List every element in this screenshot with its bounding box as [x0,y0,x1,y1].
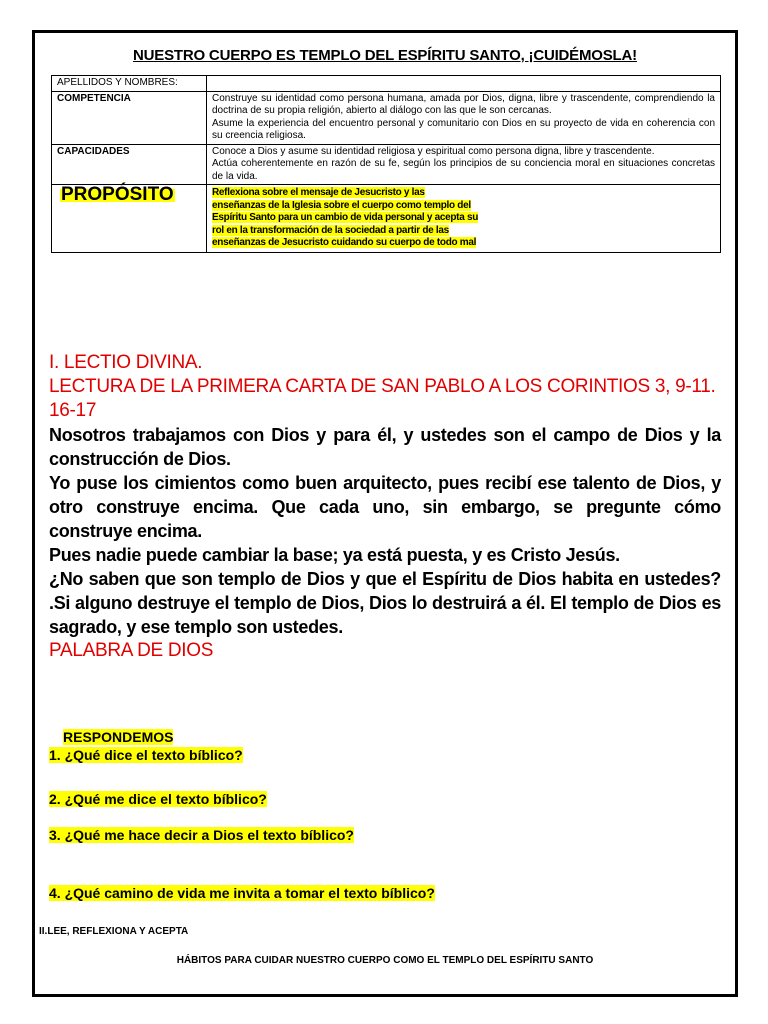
reading-title: LECTURA DE LA PRIMERA CARTA DE SAN PABLO A LOS CORINTIOS 3, 9-11. 16-17 [49,376,716,421]
proposito-line: rol en la transformación de la sociedad a partir de las [212,224,449,236]
capacidades-label: CAPACIDADES [52,144,207,185]
proposito-label: PROPÓSITO [61,184,174,205]
name-value [207,76,721,92]
scripture-paragraph-1: Nosotros trabajamos con Dios y para él, y ustedes son el campo de Dios y la construcción de Dios. [49,425,721,469]
proposito-label-cell [52,185,207,253]
scripture-paragraph-4: ¿No saben que son templo de Dios y que el Espíritu de Dios habita en ustedes? .Si alguno destruye el templo de Dios, Dios lo destruirá a él. El templo de Dios es sagrado, y ese templo son ustedes. [49,569,721,637]
proposito-text [207,185,721,253]
proposito-line: Reflexiona sobre el mensaje de Jesucristo y las [212,187,425,198]
question-2: 2. ¿Qué me dice el texto bíblico? [49,791,267,807]
proposito-line: Espíritu Santo para un cambio de vida personal y acepta su [212,212,479,223]
proposito-row [52,185,721,253]
palabra-de-dios: PALABRA DE DIOS [49,640,214,661]
lectio-heading: I. LECTIO DIVINA. [49,352,203,373]
respondemos-heading: RESPONDEMOS [63,729,174,745]
competencia-row [52,91,721,144]
competencia-text [207,91,721,144]
capacidades-text-2: Actúa coherentemente en razón de su fe, según los principios de su conciencia moral en situaciones concretas de la vida. [212,158,715,182]
capacidades-text [207,144,721,185]
proposito-line: enseñanzas de la Iglesia sobre el cuerpo como templo del [212,199,471,211]
page-frame [32,30,738,997]
competencia-label: COMPETENCIA [52,91,207,144]
name-label: APELLIDOS Y NOMBRES: [52,76,207,92]
info-table [51,75,721,253]
section-2-subheading: HÁBITOS PARA CUIDAR NUESTRO CUERPO COMO EL TEMPLO DEL ESPÍRITU SANTO [176,955,594,966]
lectio-section [49,351,721,663]
name-row [52,76,721,92]
scripture-paragraph-2: Yo puse los cimientos como buen arquitecto, pues recibí ese talento de Dios, y otro construye encima. Que cada uno, sin embargo, se pregunte cómo construye encima. [49,473,721,541]
capacidades-text-1: Conoce a Dios y asume su identidad religiosa y espiritual como persona digna, libre y trascendente. [212,145,655,157]
scripture-paragraph-3: Pues nadie puede cambiar la base; ya está puesta, y es Cristo Jesús. [49,545,620,565]
question-1: 1. ¿Qué dice el texto bíblico? [49,747,243,763]
proposito-line: enseñanzas de Jesucristo cuidando su cuerpo de todo mal [212,237,477,248]
question-4: 4. ¿Qué camino de vida me invita a tomar el texto bíblico? [49,885,435,901]
page-title: NUESTRO CUERPO ES TEMPLO DEL ESPÍRITU SANTO, ¡CUIDÉMOSLA! [133,47,637,64]
capacidades-row [52,144,721,185]
competencia-text-2: Asume la experiencia del encuentro personal y comunitario con Dios en su proyecto de vida en coherencia con su creencia religiosa. [212,117,715,141]
competencia-text-1: Construye su identidad como persona humana, amada por Dios, digna, libre y trascendente, comprendiendo la doctrina de su propia religión, abierto al diálogo con las que le son cercanas. [212,92,715,116]
section-2-heading: II.LEE, REFLEXIONA Y ACEPTA [39,926,189,937]
question-3: 3. ¿Qué me hace decir a Dios el texto bíblico? [49,827,354,843]
